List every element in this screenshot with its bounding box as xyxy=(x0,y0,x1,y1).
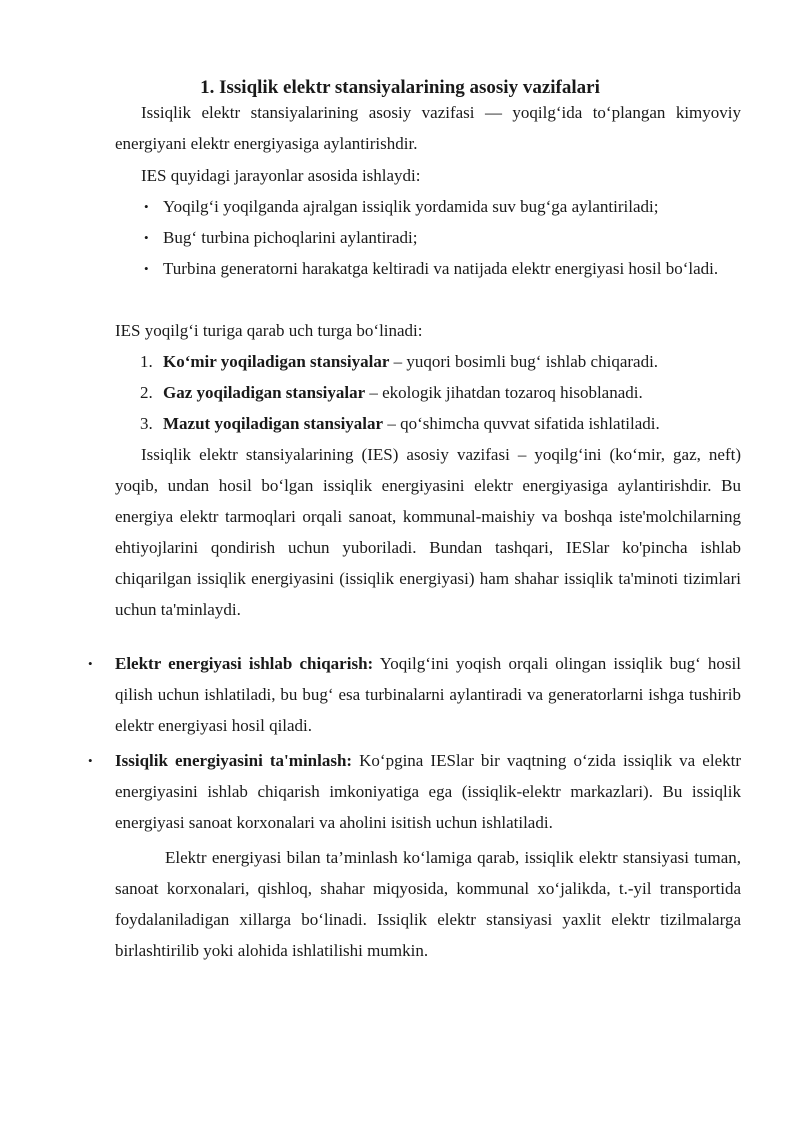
closing-paragraph: Elektr energiyasi bilan ta’minlash ko‘lamiga qarab, issiqlik elektr stansiyasi tuman, sanoat korxonalari, qishloq, shahar miqyosida, kommunal xo‘jalikda, t.-yil transportida foydalaniladigan xillarga bo‘linadi. Issiqlik elektr stansiyasi yaxlit elektr tizilmalarga birlashtirilib yoki alohida ishlatilishi mumkin. xyxy=(115,848,741,960)
intro-paragraph: Issiqlik elektr stansiyalarining asosiy vazifasi — yoqilg‘ida to‘plangan kimyoviy energiyani elektr energiyasiga aylantirishdir. xyxy=(115,103,741,153)
type-description: – ekologik jihatdan tozaroq hisoblanadi. xyxy=(365,383,643,402)
function-item-1 xyxy=(115,648,741,741)
function-description: Yoqilg‘ini yoqish orqali olingan issiqlik bug‘ hosil qilish uchun ishlatiladi, bu bug‘ esa turbinalarni aylantiradi va generatorlarni ishga tushirib elektr energiyasi hosil qiladi. xyxy=(115,654,741,735)
bullet-icon: • xyxy=(144,230,149,245)
process-bullet-2: Bug‘ turbina pichoqlarini aylantiradi; xyxy=(163,228,418,247)
main-paragraph: Issiqlik elektr stansiyalarining (IES) asosiy vazifasi – yoqilg‘ini (ko‘mir, gaz, neft) yoqib, undan hosil bo‘lgan issiqlik energiyasini elektr energiyasiga aylantirishdir. Bu energiya elektr tarmoqlari orqali sanoat, kommunal-maishiy va boshqa iste'molchilarning ehtiyojlarini qondirish uchun yuboriladi. Bundan tashqari, IESlar ko'pincha ishlab chiqarilgan issiqlik energiyasini (issiqlik energiyasi) ham shahar issiqlik ta'minoti tizimlari uchun ta'minlaydi. xyxy=(115,445,741,619)
bullet-icon: • xyxy=(88,753,93,768)
function-description: Ko‘pgina IESlar bir vaqtning o‘zida issiqlik va elektr energiyasini ishlab chiqarish imkoniyatiga ega (issiqlik-elektr markazlari). Bu issiqlik energiyasi sanoat korxonalari va aholini isitish uchun ishlatiladi. xyxy=(115,751,741,832)
process-bullet-1: Yoqilg‘i yoqilganda ajralgan issiqlik yordamida suv bug‘ga aylantiriladi; xyxy=(163,197,659,216)
process-bullet-3: Turbina generatorni harakatga keltiradi va natijada elektr energiyasi hosil bo‘ladi. xyxy=(163,259,719,278)
list-number: 3. xyxy=(140,414,153,433)
type-name: Ko‘mir yoqiladigan stansiyalar xyxy=(163,352,390,371)
type-name: Mazut yoqiladigan stansiyalar xyxy=(163,414,384,433)
bullet-icon: • xyxy=(144,199,149,214)
bullet-icon: • xyxy=(88,656,93,671)
type-item-2 xyxy=(163,377,741,408)
list-number: 2. xyxy=(140,383,153,402)
type-description: – qo‘shimcha quvvat sifatida ishlatiladi. xyxy=(383,414,660,433)
type-description: – yuqori bosimli bug‘ ishlab chiqaradi. xyxy=(389,352,659,371)
types-intro: IES yoqilg‘i turiga qarab uch turga bo‘linadi: xyxy=(115,321,423,340)
type-item-1 xyxy=(163,346,741,377)
page-title: 1. Issiqlik elektr stansiyalarining asosiy vazifalari xyxy=(200,77,600,98)
process-intro: IES quyidagi jarayonlar asosida ishlaydi: xyxy=(141,166,421,185)
bullet-icon: • xyxy=(144,261,149,276)
function-name: Issiqlik energiyasini ta'minlash: xyxy=(115,751,353,770)
type-item-3 xyxy=(163,408,741,439)
function-item-2 xyxy=(115,745,741,838)
type-name: Gaz yoqiladigan stansiyalar xyxy=(163,383,366,402)
function-name: Elektr energiyasi ishlab chiqarish: xyxy=(115,654,374,673)
list-number: 1. xyxy=(140,352,153,371)
